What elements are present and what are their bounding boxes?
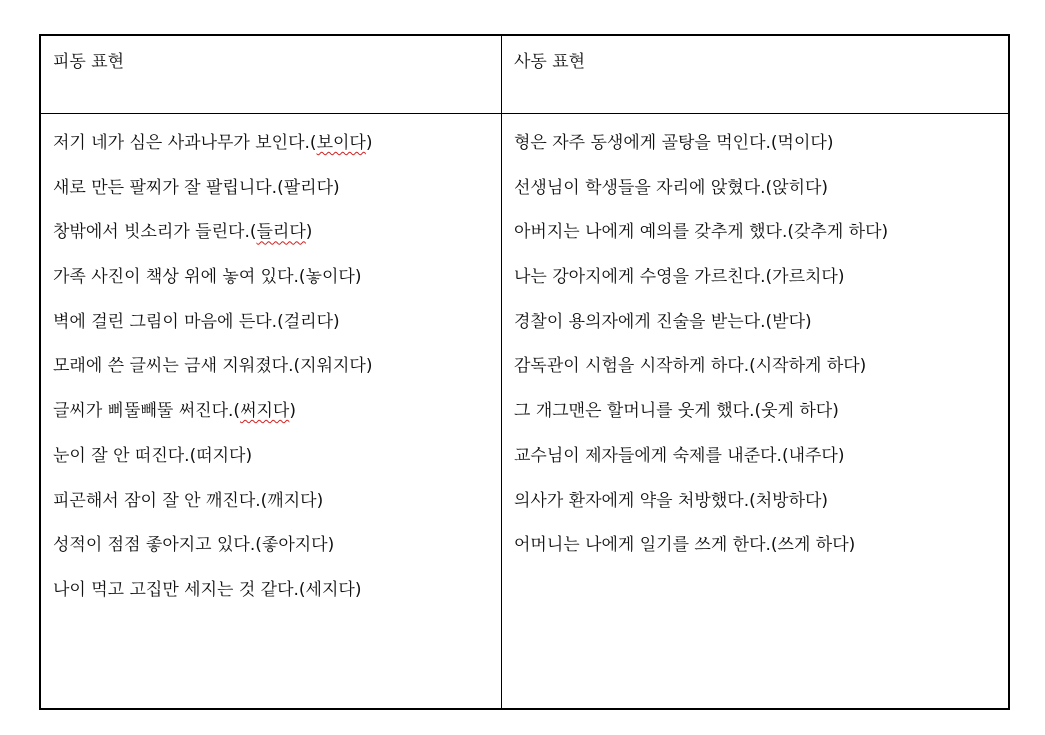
row-sentence: 저기 네가 심은 사과나무가 보인다.( bbox=[53, 133, 317, 153]
causative-header: 사동 표현 bbox=[502, 36, 1008, 114]
row-close-paren: ) bbox=[333, 177, 340, 198]
document-table bbox=[39, 34, 1010, 710]
passive-row bbox=[53, 129, 501, 174]
row-sentence: 가족 사진이 책상 위에 놓여 있다.( bbox=[53, 267, 306, 288]
row-sentence: 글씨가 삐뚤빼뚤 써진다.( bbox=[53, 401, 241, 422]
causative-row: 형은 자주 동생에게 골탕을 먹인다.(먹이다) bbox=[514, 133, 834, 153]
causative-rows bbox=[502, 114, 1008, 576]
row-verb: 들리다 bbox=[256, 222, 306, 243]
row-close-paren: ) bbox=[289, 401, 296, 422]
row-sentence: 창밖에서 빗소리가 들린다.( bbox=[53, 222, 257, 243]
row-verb: 보이다 bbox=[316, 133, 366, 153]
passive-header: 피동 표현 bbox=[41, 36, 501, 114]
passive-row bbox=[53, 487, 501, 532]
row-verb: 걸리다 bbox=[283, 311, 333, 332]
row-close-paren: ) bbox=[365, 133, 373, 153]
row-sentence: 피곤해서 잠이 잘 안 깨진다.( bbox=[53, 490, 268, 511]
row-sentence: 새로 만든 팔찌가 잘 팔립니다.( bbox=[53, 177, 284, 198]
row-verb: 떠지다 bbox=[196, 445, 246, 466]
row-sentence: 나이 먹고 고집만 세지는 것 같다.( bbox=[53, 579, 306, 600]
causative-row: 나는 강아지에게 수영을 가르친다.(가르치다) bbox=[514, 267, 845, 288]
row-verb: 써지다 bbox=[240, 401, 290, 422]
causative-row: 그 개그맨은 할머니를 웃게 했다.(웃게 하다) bbox=[514, 401, 839, 422]
row-sentence: 성적이 점점 좋아지고 있다.( bbox=[53, 535, 262, 556]
causative-row: 감독관이 시험을 시작하게 하다.(시작하게 하다) bbox=[514, 356, 867, 377]
row-verb: 지워지다 bbox=[300, 356, 366, 377]
passive-row bbox=[53, 308, 501, 353]
row-close-paren: ) bbox=[316, 490, 324, 511]
row-close-paren: ) bbox=[305, 222, 313, 243]
row-close-paren: ) bbox=[365, 356, 373, 377]
row-close-paren: ) bbox=[354, 267, 362, 288]
row-sentence: 벽에 걸린 그림이 마음에 든다.( bbox=[53, 311, 284, 332]
row-close-paren: ) bbox=[354, 579, 362, 600]
causative-row: 선생님이 학생들을 자리에 앉혔다.(앉히다) bbox=[514, 177, 829, 198]
passive-column bbox=[41, 36, 502, 708]
row-verb: 깨지다 bbox=[267, 490, 317, 511]
causative-column bbox=[502, 36, 1008, 708]
row-sentence: 모래에 쓴 글씨는 금새 지워졌다.( bbox=[53, 356, 301, 377]
passive-row bbox=[53, 174, 501, 219]
row-close-paren: ) bbox=[327, 535, 335, 556]
causative-row: 어머니는 나에게 일기를 쓰게 한다.(쓰게 하다) bbox=[514, 535, 856, 556]
passive-row bbox=[53, 442, 501, 487]
passive-row bbox=[53, 352, 501, 397]
row-verb: 놓이다 bbox=[305, 267, 355, 288]
causative-row: 아버지는 나에게 예의를 갖추게 했다.(갖추게 하다) bbox=[514, 222, 889, 243]
row-verb: 세지다 bbox=[305, 579, 355, 600]
passive-rows bbox=[41, 114, 501, 621]
row-sentence: 눈이 잘 안 떠진다.( bbox=[53, 445, 197, 466]
row-verb: 좋아지다 bbox=[261, 535, 328, 556]
causative-row: 의사가 환자에게 약을 처방했다.(처방하다) bbox=[514, 490, 829, 511]
passive-row bbox=[53, 397, 501, 442]
causative-row: 교수님이 제자들에게 숙제를 내준다.(내주다) bbox=[514, 445, 845, 466]
row-verb: 팔리다 bbox=[283, 177, 333, 198]
row-close-paren: ) bbox=[245, 445, 253, 466]
causative-row: 경찰이 용의자에게 진술을 받는다.(받다) bbox=[514, 311, 812, 332]
passive-row bbox=[53, 218, 501, 263]
passive-row bbox=[53, 576, 501, 621]
passive-row bbox=[53, 531, 501, 576]
row-close-paren: ) bbox=[333, 311, 340, 332]
passive-row bbox=[53, 263, 501, 308]
